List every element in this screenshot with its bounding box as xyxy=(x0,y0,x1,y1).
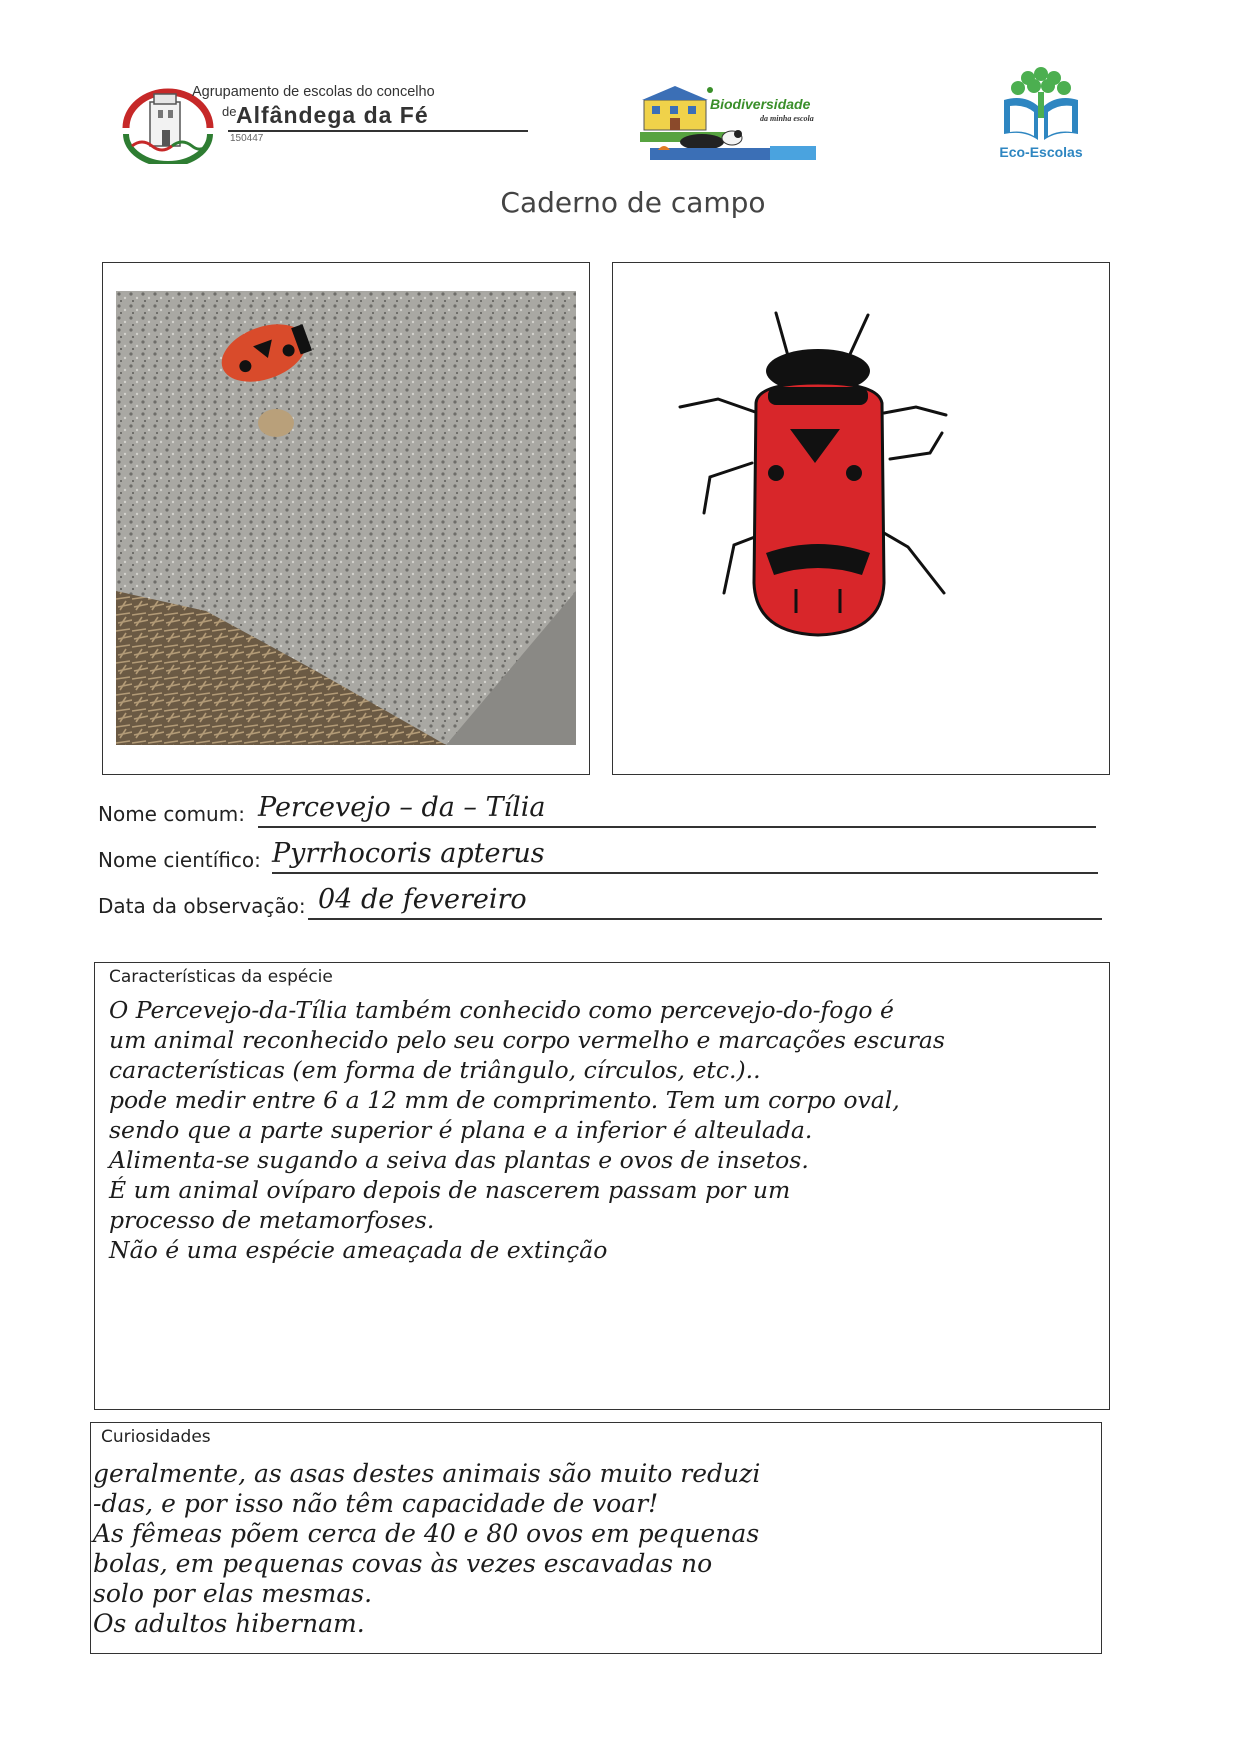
scientific-name-label: Nome científico: xyxy=(98,848,261,872)
characteristics-line: sendo que a parte superior é plana e a inferior é alteulada. xyxy=(109,1116,813,1144)
common-name-line xyxy=(258,826,1096,828)
curiosities-line: bolas, em pequenas covas às vezes escavadas no xyxy=(93,1549,713,1578)
biodiversity-title: Biodiversidade xyxy=(710,96,811,112)
school-de-text: de xyxy=(222,104,237,119)
school-logo xyxy=(118,84,538,164)
biodiversity-subtitle: da minha escola xyxy=(760,114,814,123)
insect-drawing-icon xyxy=(678,303,958,673)
insect-photo-icon xyxy=(116,291,576,745)
school-code: 150447 xyxy=(230,133,264,144)
characteristics-line: É um animal ovíparo depois de nascerem passam por um xyxy=(109,1176,791,1204)
characteristics-line: características (em forma de triângulo, círculos, etc.).. xyxy=(109,1056,761,1084)
observation-date-line xyxy=(308,918,1102,920)
curiosities-line: Os adultos hibernam. xyxy=(93,1609,365,1638)
scientific-name-line xyxy=(272,872,1098,874)
school-group-text: Agrupamento de escolas do concelho xyxy=(192,84,435,100)
eco-tree-book-icon xyxy=(996,60,1086,144)
biodiversity-logo xyxy=(640,80,870,164)
characteristics-title: Características da espécie xyxy=(109,967,333,987)
curiosities-line: -das, e por isso não têm capacidade de voar! xyxy=(93,1489,659,1518)
curiosities-box xyxy=(90,1422,1102,1654)
curiosities-line: geralmente, as asas destes animais são muito reduzi xyxy=(93,1459,761,1488)
school-building-icon xyxy=(640,80,870,164)
eco-schools-label: Eco-Escolas xyxy=(999,144,1083,160)
curiosities-line: As fêmeas põem cerca de 40 e 80 ovos em pequenas xyxy=(93,1519,760,1548)
characteristics-box xyxy=(94,962,1110,1410)
characteristics-line: pode medir entre 6 a 12 mm de comprimento. Tem um corpo oval, xyxy=(109,1086,900,1114)
observation-date-label: Data da observação: xyxy=(98,894,306,918)
school-name: Alfândega da Fé xyxy=(236,102,429,128)
eco-schools-logo xyxy=(996,60,1086,164)
characteristics-text xyxy=(109,995,1099,1265)
curiosities-line: solo por elas mesmas. xyxy=(93,1579,373,1608)
page-title: Caderno de campo xyxy=(500,186,766,219)
scientific-name-value: Pyrrhocoris apterus xyxy=(272,838,545,869)
school-rule xyxy=(228,130,528,132)
observation-date-value: 04 de fevereiro xyxy=(318,884,527,915)
photo-frame xyxy=(102,262,590,775)
common-name-label: Nome comum: xyxy=(98,802,245,826)
characteristics-line: processo de metamorfoses. xyxy=(109,1206,435,1234)
characteristics-line: O Percevejo-da-Tília também conhecido como percevejo-do-fogo é xyxy=(109,996,894,1024)
characteristics-line: Alimenta-se sugando a seiva das plantas e ovos de insetos. xyxy=(109,1146,809,1174)
curiosities-title: Curiosidades xyxy=(101,1427,211,1447)
common-name-value: Percevejo – da – Tília xyxy=(258,792,546,823)
characteristics-line: um animal reconhecido pelo seu corpo vermelho e marcações escuras xyxy=(109,1026,945,1054)
curiosities-text xyxy=(93,1459,1093,1639)
drawing-frame xyxy=(612,262,1110,775)
characteristics-line: Não é uma espécie ameaçada de extinção xyxy=(109,1236,608,1264)
